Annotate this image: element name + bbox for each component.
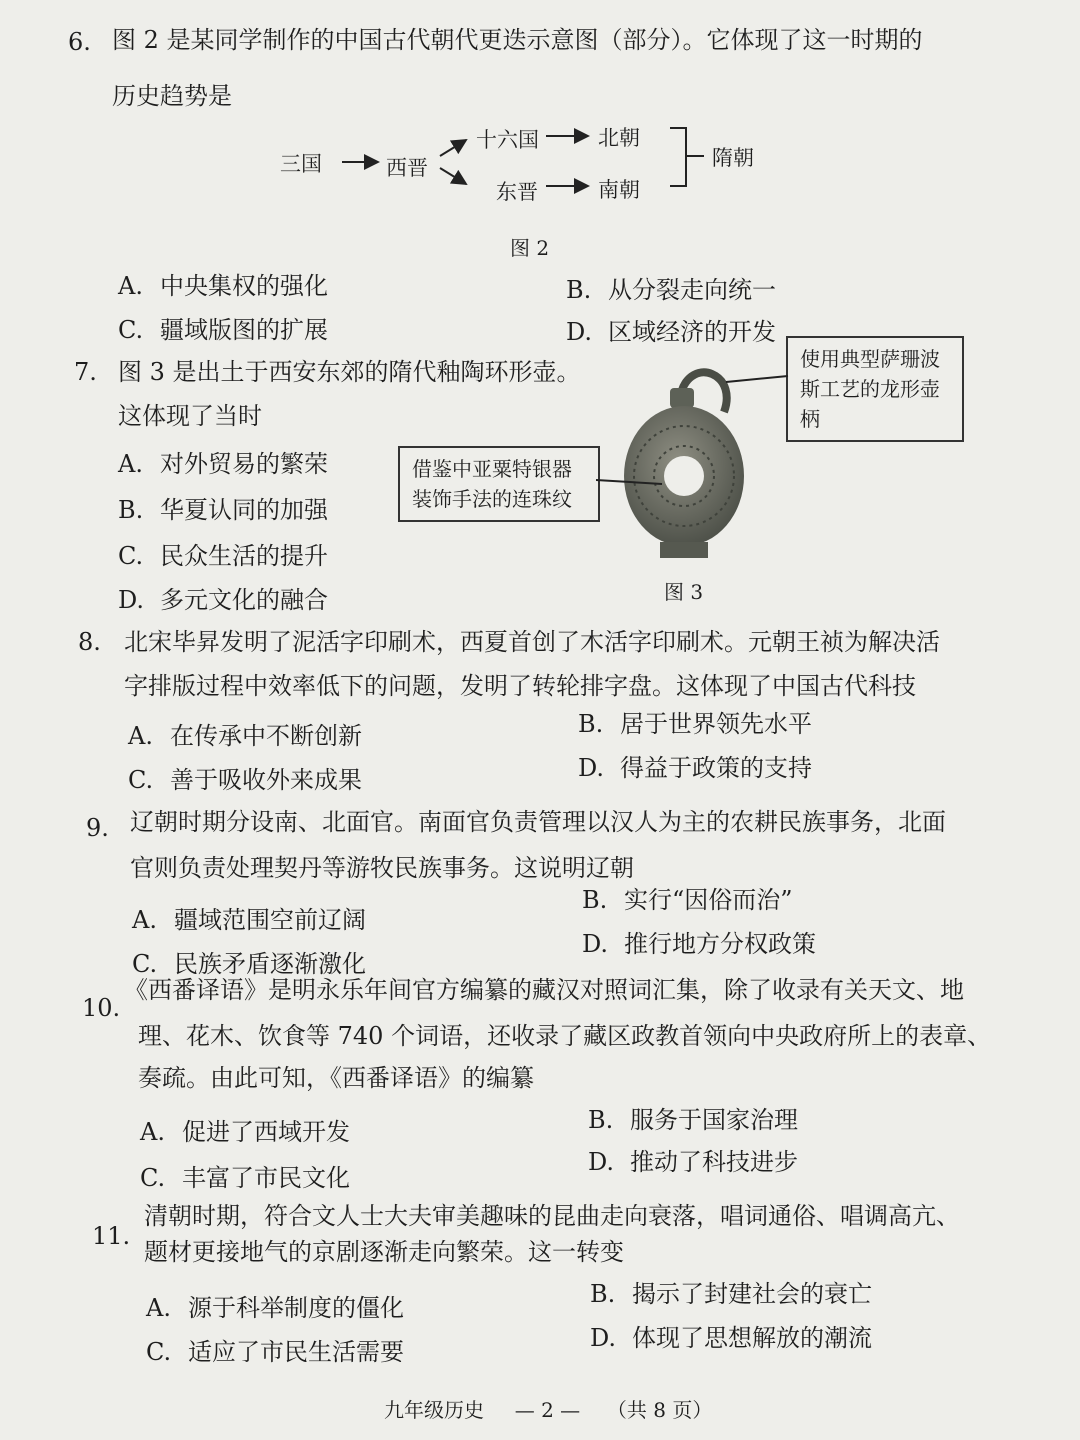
q6-option-d (566, 312, 776, 347)
q9-stem-line1: 辽朝时期分设南、北面官。南面官负责管理以汉人为主的农耕民族事务，北面 (130, 808, 946, 836)
node-nanchao: 南朝 (598, 178, 640, 202)
q11-option-b (590, 1274, 872, 1309)
q10-option-c (140, 1158, 350, 1193)
q10-option-b (588, 1100, 798, 1135)
node-suichao: 隋朝 (712, 146, 754, 170)
q6-option-b-letter: B. (566, 276, 592, 304)
q11-option-d-letter: D. (590, 1324, 617, 1352)
node-beichao: 北朝 (598, 126, 640, 150)
footer-subject: 九年级历史 (384, 1398, 484, 1422)
q8-option-b-text: 居于世界领先水平 (620, 710, 812, 738)
q8-option-d-letter: D. (578, 754, 605, 782)
q6-option-b-text: 从分裂走向统一 (608, 276, 776, 304)
q8-stem-line2: 字排版过程中效率低下的问题，发明了转轮排字盘。这体现了中国古代科技 (124, 672, 916, 700)
q6-option-c-letter: C. (118, 316, 144, 344)
q10-stem-line3: 奏疏。由此可知，《西番译语》的编纂 (138, 1064, 534, 1092)
q6-option-c (118, 310, 328, 345)
q11-option-a (146, 1288, 404, 1323)
q10-stem-line2: 理、花木、饮食等 740 个词语，还收录了藏区政教首领向中央政府所上的表章、 (138, 1022, 992, 1050)
q6-stem-line1: 图 2 是某同学制作的中国古代朝代更迭示意图（部分）。它体现了这一时期的 (112, 26, 923, 54)
q6-option-d-letter: D. (566, 318, 593, 346)
q7-option-b-text: 华夏认同的加强 (160, 496, 328, 524)
page-footer (384, 1394, 712, 1423)
q9-number: 9. (86, 814, 109, 842)
q8-option-a-text: 在传承中不断创新 (170, 722, 362, 750)
footer-total-pages: （共 8 页） (606, 1398, 713, 1422)
q10-option-c-text: 丰富了市民文化 (182, 1164, 350, 1192)
ring-vessel-image (600, 360, 780, 570)
q10-option-b-text: 服务于国家治理 (630, 1106, 798, 1134)
q8-option-b-letter: B. (578, 710, 604, 738)
q8-option-c-text: 善于吸收外来成果 (170, 766, 362, 794)
q10-option-b-letter: B. (588, 1106, 614, 1134)
q11-option-d (590, 1318, 872, 1353)
q7-option-a-letter: A. (118, 450, 143, 478)
q8-option-a-letter: A. (128, 722, 153, 750)
q11-option-d-text: 体现了思想解放的潮流 (632, 1324, 872, 1352)
q7-option-b (118, 490, 328, 525)
q6-option-a-letter: A. (118, 272, 143, 300)
node-shiliuguo: 十六国 (476, 128, 539, 152)
q8-stem-line1: 北宋毕昇发明了泥活字印刷术，西夏首创了木活字印刷术。元朝王祯为解决活 (124, 628, 940, 656)
q10-number: 10. (82, 994, 121, 1022)
q8-option-c (128, 760, 362, 795)
q7-option-a-text: 对外贸易的繁荣 (160, 450, 328, 478)
q11-option-a-letter: A. (146, 1294, 171, 1322)
callout-lianzhu-pattern: 借鉴中亚粟特银器装饰手法的连珠纹 (398, 446, 600, 522)
q7-option-d (118, 580, 328, 615)
q9-option-d-letter: D. (582, 930, 609, 958)
q11-option-b-letter: B. (590, 1280, 616, 1308)
q7-stem-line1: 图 3 是出土于西安东郊的隋代釉陶环形壶。 (118, 358, 581, 386)
q7-option-a (118, 444, 328, 479)
q10-option-a (140, 1112, 350, 1147)
q9-option-a (132, 900, 366, 935)
q11-stem-line2: 题材更接地气的京剧逐渐走向繁荣。这一转变 (144, 1238, 624, 1266)
q9-option-d (582, 924, 816, 959)
q6-option-c-text: 疆域版图的扩展 (160, 316, 328, 344)
node-sanguo: 三国 (280, 152, 322, 176)
q9-option-b-text: 实行“因俗而治” (624, 886, 793, 914)
q11-option-c-text: 适应了市民生活需要 (188, 1338, 404, 1366)
figure2-caption: 图 2 (510, 236, 550, 260)
node-xijin: 西晋 (386, 156, 428, 180)
node-dongjin: 东晋 (496, 180, 538, 204)
q11-option-c-letter: C. (146, 1338, 172, 1366)
q10-option-d-letter: D. (588, 1148, 615, 1176)
q7-number: 7. (74, 358, 97, 386)
q10-option-a-text: 促进了西域开发 (182, 1118, 350, 1146)
q9-option-b (582, 880, 793, 915)
q8-option-b (578, 704, 812, 739)
q7-option-c-text: 民众生活的提升 (160, 542, 328, 570)
q6-option-a (118, 266, 328, 301)
footer-page-number: — 2 — (514, 1398, 581, 1422)
q6-option-d-text: 区域经济的开发 (608, 318, 776, 346)
q9-option-a-text: 疆域范围空前辽阔 (174, 906, 366, 934)
callout-right-leader (724, 370, 790, 390)
q10-option-d-text: 推动了科技进步 (630, 1148, 798, 1176)
q6-number: 6. (68, 28, 91, 56)
q10-option-a-letter: A. (140, 1118, 165, 1146)
q7-option-b-letter: B. (118, 496, 144, 524)
q6-stem-line2: 历史趋势是 (112, 82, 232, 110)
q9-option-c-letter: C. (132, 950, 158, 978)
q7-option-c (118, 536, 328, 571)
q6-option-a-text: 中央集权的强化 (160, 272, 328, 300)
q11-option-a-text: 源于科举制度的僵化 (188, 1294, 404, 1322)
q9-option-d-text: 推行地方分权政策 (624, 930, 816, 958)
q8-option-d (578, 748, 812, 783)
q9-option-a-letter: A. (132, 906, 157, 934)
figure3-caption: 图 3 (664, 580, 704, 604)
q10-option-c-letter: C. (140, 1164, 166, 1192)
q11-number: 11. (92, 1222, 131, 1250)
q8-option-c-letter: C. (128, 766, 154, 794)
callout-left-leader (596, 470, 666, 490)
callout-dragon-handle: 使用典型萨珊波斯工艺的龙形壶柄 (786, 336, 964, 442)
q9-option-c-text: 民族矛盾逐渐激化 (174, 950, 366, 978)
q8-option-d-text: 得益于政策的支持 (620, 754, 812, 782)
q10-stem-line1: 《西番译语》是明永乐年间官方编纂的藏汉对照词汇集，除了收录有关天文、地 (124, 976, 964, 1004)
q7-option-d-text: 多元文化的融合 (160, 586, 328, 614)
q11-option-c (146, 1332, 404, 1367)
q9-option-b-letter: B. (582, 886, 608, 914)
q8-number: 8. (78, 628, 101, 656)
q9-stem-line2: 官则负责处理契丹等游牧民族事务。这说明辽朝 (130, 854, 634, 882)
q8-option-a (128, 716, 362, 751)
q11-stem-line1: 清朝时期，符合文人士大夫审美趣味的昆曲走向衰落，唱词通俗、唱调高亢、 (144, 1202, 960, 1230)
q6-option-b (566, 270, 776, 305)
dynasty-diagram (280, 118, 780, 208)
q10-option-d (588, 1142, 798, 1177)
q11-option-b-text: 揭示了封建社会的衰亡 (632, 1280, 872, 1308)
q7-option-d-letter: D. (118, 586, 145, 614)
q7-option-c-letter: C. (118, 542, 144, 570)
q7-stem-line2: 这体现了当时 (118, 402, 262, 430)
